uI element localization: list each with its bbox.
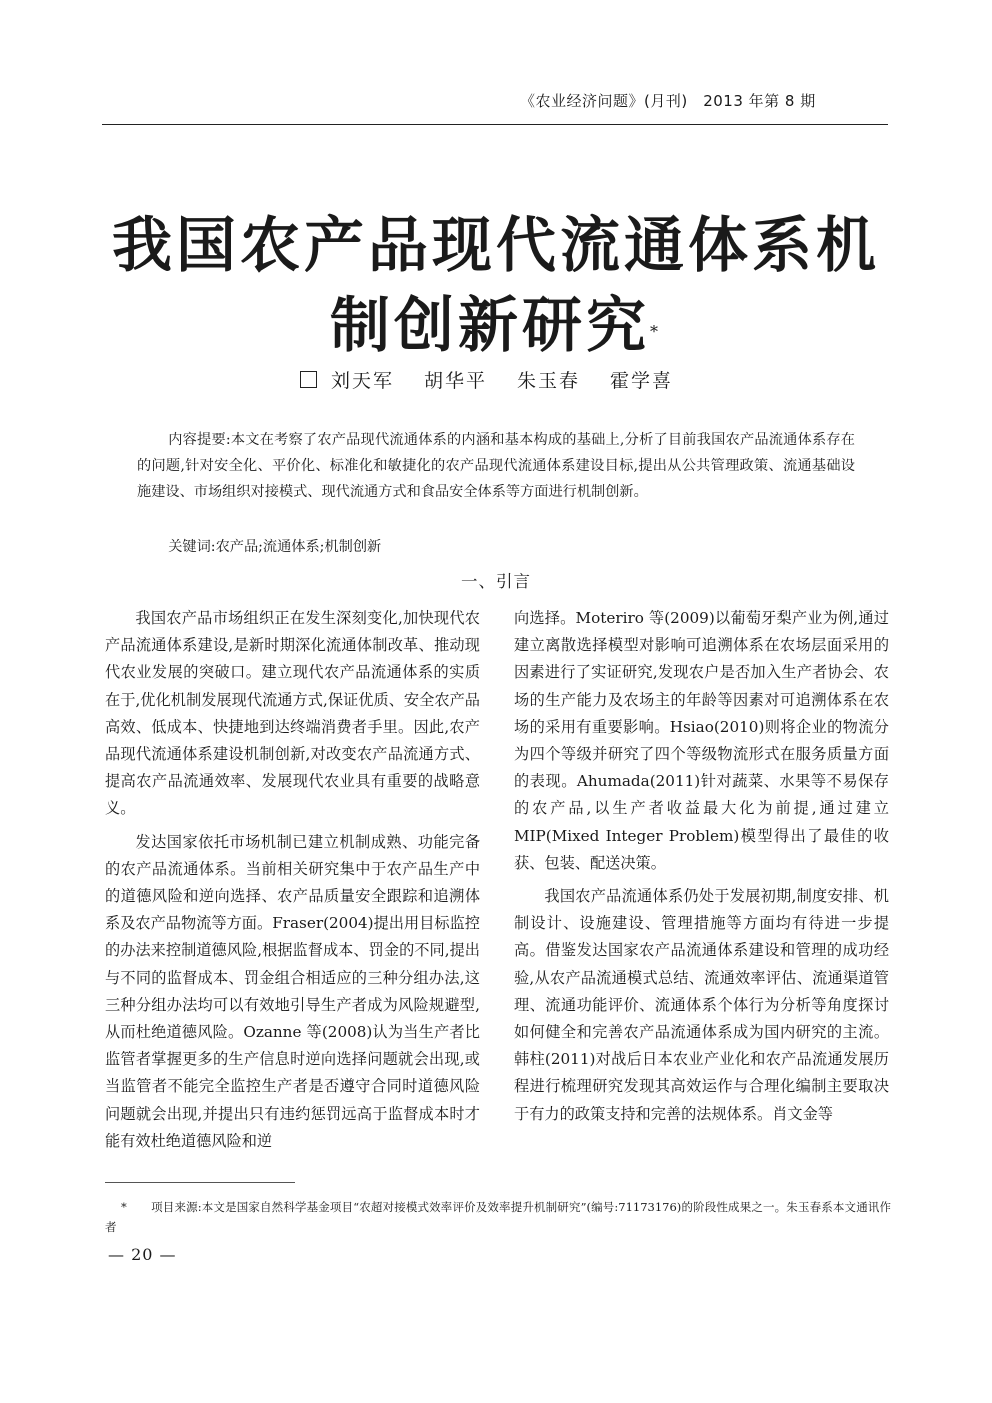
title-footnote-mark: *	[650, 322, 662, 341]
paper-title-text: 我国农产品现代流通体系机制创新研究	[112, 211, 880, 361]
author-name: 霍学喜	[610, 370, 674, 392]
header-rule	[102, 124, 888, 125]
body-paragraph: 我国农产品流通体系仍处于发展初期,制度安排、机制设计、设施建设、管理措施等方面均有待进一步提高。借鉴发达国家农产品流通体系建设和管理的成功经验,从农产品流通模式总结、流通效率评估、流通渠道管理、流通功能评价、流通体系个体行为分析等角度探讨如何健全和完善农产品流通体系成为国内研究的主流。韩柱(2011)对战后日本农业产业化和农产品流通发展历程进行梳理研究发现其高效运作与合理化编制主要取决于有力的政策支持和完善的法规体系。肖文金等	[514, 887, 889, 1123]
keywords: 关键词:农产品;流通体系;机制创新	[168, 539, 382, 555]
author-box-icon	[300, 371, 317, 388]
journal-header: 《农业经济问题》(月刊) 2013 年第 8 期	[520, 92, 816, 110]
author-list	[300, 366, 720, 393]
body-column-right	[514, 605, 889, 1128]
author-name: 刘天军	[331, 370, 395, 392]
page-number: — 20 —	[108, 1245, 177, 1264]
footnote-rule	[105, 1182, 295, 1183]
body-paragraph: 发达国家依托市场机制已建立机制成熟、功能完备的农产品流通体系。当前相关研究集中于农产品生产中的道德风险和逆向选择、农产品质量安全跟踪和追溯体系及农产品物流等方面。Fraser(2004)提出用目标监控的办法来控制道德风险,根据监督成本、罚金的不同,提出与不同的监督成本、罚金组合相适应的三种分组办法,这三种分组办法均可以有效地引导生产者成为风险规避型,从而杜绝道德风险。Ozanne 等(2008)认为当生产者比监管者掌握更多的生产信息时逆向选择问题就会出现,或当监管者不能完全监控生产者是否遵守合同时道德风险问题就会出现,并提出只有违约惩罚远高于监督成本时才能有效杜绝道德风险和逆	[105, 832, 480, 1150]
paper-title	[100, 206, 892, 366]
author-name: 胡华平	[424, 370, 488, 392]
author-name: 朱玉春	[517, 370, 581, 392]
footnote	[105, 1197, 891, 1237]
body-paragraph: 我国农产品市场组织正在发生深刻变化,加快现代农产品流通体系建设,是新时期深化流通体制改革、推动现代农业发展的突破口。建立现代农产品流通体系的实质在于,优化机制发展现代流通方式,保证优质、安全农产品高效、低成本、快捷地到达终端消费者手里。因此,农产品现代流通体系建设机制创新,对改变农产品流通方式、提高农产品流通效率、发展现代农业具有重要的战略意义。	[105, 609, 480, 818]
footnote-text: 项目来源:本文是国家自然科学基金项目“农超对接模式效率评价及效率提升机制研究”(编号:71173176)的阶段性成果之一。朱玉春系本文通讯作者	[105, 1200, 891, 1234]
section-heading: 一、引言	[461, 572, 531, 591]
body-paragraph: 向选择。Moteriro 等(2009)以葡萄牙梨产业为例,通过建立离散选择模型对影响可追溯体系在农场层面采用的因素进行了实证研究,发现农户是否加入生产者协会、农场的生产能力及农场主的年龄等因素对可追溯体系在农场的采用有重要影响。Hsiao(2010)则将企业的物流分为四个等级并研究了四个等级物流形式在服务质量方面的表现。Ahumada(2011)针对蔬菜、水果等不易保存的农产品,以生产者收益最大化为前提,通过建立 MIP(Mixed Integer Problem)模型得出了最佳的收获、包装、配送决策。	[514, 609, 889, 872]
abstract-text: 内容提要:本文在考察了农产品现代流通体系的内涵和基本构成的基础上,分析了目前我国农产品流通体系存在的问题,针对安全化、平价化、标准化和敏捷化的农产品现代流通体系建设目标,提出从公共管理政策、流通基础设施建设、市场组织对接模式、现代流通方式和食品安全体系等方面进行机制创新。	[137, 432, 855, 500]
body-column-left	[105, 605, 480, 1155]
abstract	[137, 427, 855, 505]
footnote-mark: *	[121, 1200, 127, 1214]
